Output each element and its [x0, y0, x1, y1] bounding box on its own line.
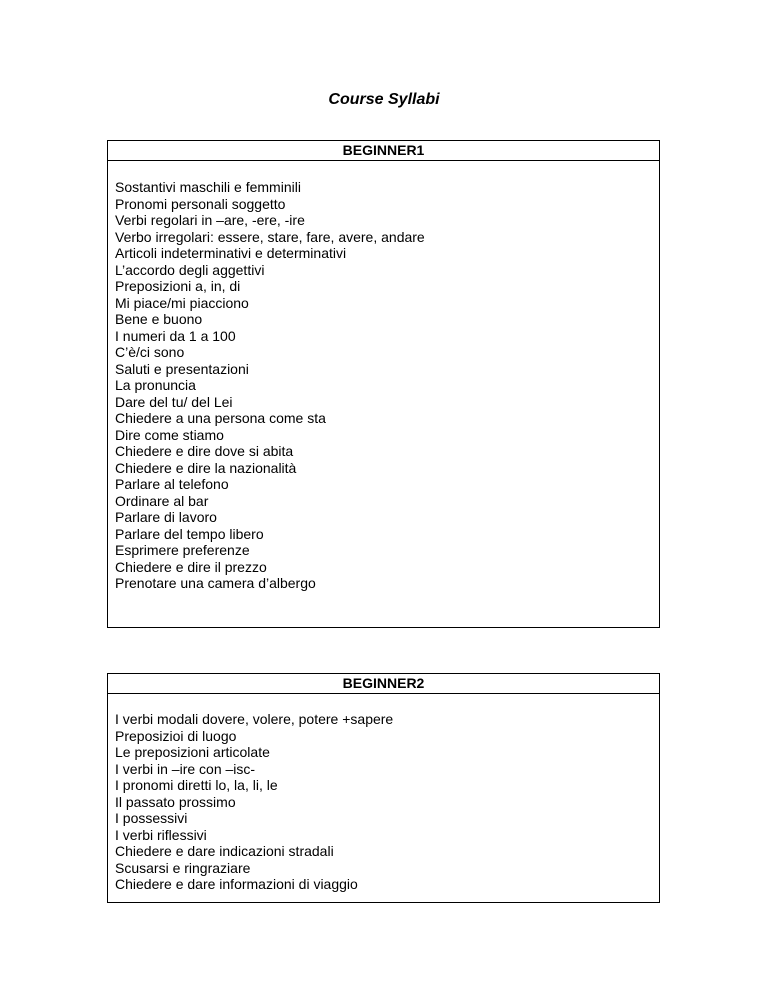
- syllabus-box-beginner2: [107, 673, 660, 903]
- list-item: Dare del tu/ del Lei: [115, 393, 233, 410]
- list-item: Scusarsi e ringraziare: [115, 859, 251, 876]
- list-item: I pronomi diretti lo, la, li, le: [115, 777, 278, 793]
- list-item: I numeri da 1 a 100: [115, 327, 236, 344]
- list-item: Pronomi personali soggetto: [115, 195, 286, 212]
- list-item: Verbo irregolari: essere, stare, fare, avere, andare: [115, 228, 425, 245]
- list-item: Bene e buono: [115, 311, 203, 327]
- list-item: Parlare di lavoro: [115, 509, 217, 525]
- list-item: Preposizioi di luogo: [115, 727, 237, 744]
- topic-list: [108, 161, 659, 592]
- list-item: Mi piace/mi piacciono: [115, 294, 249, 311]
- list-item: Chiedere e dare informazioni di viaggio: [115, 876, 358, 892]
- list-item: I verbi riflessivi: [115, 826, 207, 843]
- topic-list: [108, 694, 659, 893]
- list-item: L’accordo degli aggettivi: [115, 261, 265, 278]
- list-item: Chiedere e dare indicazioni stradali: [115, 843, 334, 859]
- page-title: Course Syllabi: [328, 91, 440, 108]
- list-item: Chiedere a una persona come sta: [115, 410, 326, 426]
- list-item: I verbi modali dovere, volere, potere +sapere: [115, 711, 394, 727]
- list-item: Parlare del tempo libero: [115, 525, 264, 542]
- list-item: Verbi regolari in –are, -ere, -ire: [115, 212, 305, 228]
- list-item: Sostantivi maschili e femminili: [115, 179, 301, 195]
- section-heading: BEGINNER1: [108, 141, 659, 161]
- list-item: Le preposizioni articolate: [115, 744, 270, 760]
- list-item: Esprimere preferenze: [115, 542, 250, 558]
- list-item: Ordinare al bar: [115, 492, 209, 509]
- list-item: Chiedere e dire il prezzo: [115, 558, 267, 575]
- list-item: Chiedere e dire dove si abita: [115, 443, 294, 459]
- syllabus-box-beginner1: [107, 140, 660, 628]
- list-item: C’è/ci sono: [115, 344, 185, 360]
- list-item: I possessivi: [115, 810, 188, 826]
- list-item: Il passato prossimo: [115, 793, 236, 810]
- list-item: I verbi in –ire con –isc-: [115, 760, 256, 777]
- list-item: Preposizioni a, in, di: [115, 278, 241, 294]
- list-item: Parlare al telefono: [115, 476, 229, 492]
- list-item: Chiedere e dire la nazionalità: [115, 459, 297, 476]
- list-item: Articoli indeterminativi e determinativi: [115, 245, 347, 261]
- list-item: La pronuncia: [115, 377, 196, 393]
- section-heading: BEGINNER2: [108, 674, 659, 694]
- list-item: Saluti e presentazioni: [115, 360, 249, 377]
- list-item: Dire come stiamo: [115, 426, 224, 443]
- list-item: Prenotare una camera d’albergo: [115, 575, 316, 591]
